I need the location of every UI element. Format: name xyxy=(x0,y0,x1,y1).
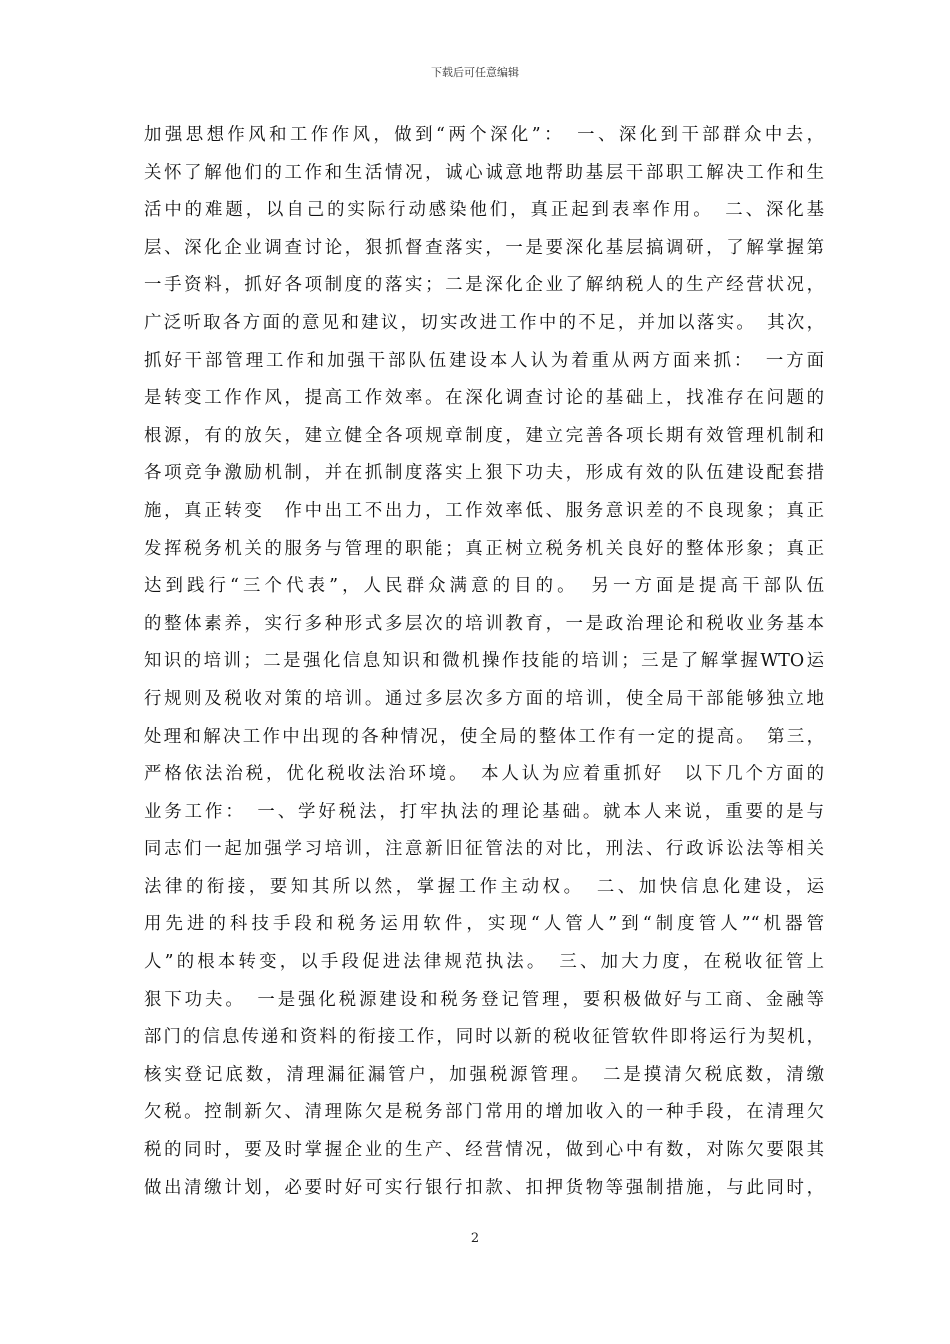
text-line: 广泛听取各方面的意见和建议，切实改进工作中的不足，并加以落实。 其次， xyxy=(144,312,824,333)
text-line: 各项竞争激励机制，并在抓制度落实上狠下功夫，形成有效的队伍建设配套措 xyxy=(144,463,824,484)
text-line: 人”的根本转变，以手段促进法律规范执法。 三、加大力度，在税收征管上 xyxy=(144,952,824,973)
text-line: 核实登记底数，清理漏征漏管户，加强税源管理。 二是摸清欠税底数，清缴 xyxy=(144,1064,824,1085)
text-line: 施，真正转变 作中出工不出力，工作效率低、服务意识差的不良现象；真正 xyxy=(144,500,824,521)
text-line: 行规则及税收对策的培训。通过多层次多方面的培训，使全局干部能够独立地 xyxy=(144,688,824,709)
text-line: 业务工作： 一、学好税法，打牢执法的理论基础。就本人来说，重要的是与 xyxy=(144,801,824,822)
text-line: 的整体素养，实行多种形式多层次的培训教育，一是政治理论和税收业务基本 xyxy=(144,613,824,634)
text-line: 是转变工作作风，提高工作效率。在深化调查讨论的基础上，找准存在问题的 xyxy=(144,388,824,409)
text-line: 处理和解决工作中出现的各种情况，使全局的整体工作有一定的提高。 第三， xyxy=(144,726,824,747)
text-line: 层、深化企业调查讨论，狠抓督查落实，一是要深化基层搞调研，了解掌握第 xyxy=(144,237,824,258)
text-line: 法律的衔接，要知其所以然，掌握工作主动权。 二、加快信息化建设，运 xyxy=(144,876,824,897)
text-line: 根源，有的放矢，建立健全各项规章制度，建立完善各项长期有效管理机制和 xyxy=(144,425,824,446)
text-line: 同志们一起加强学习培训，注意新旧征管法的对比，刑法、行政诉讼法等相关 xyxy=(144,839,824,860)
text-line: 发挥税务机关的服务与管理的职能；真正树立税务机关良好的整体形象；真正 xyxy=(144,538,824,559)
text-line: 狠下功夫。 一是强化税源建设和税务登记管理，要积极做好与工商、金融等 xyxy=(144,989,824,1010)
text-line: 抓好干部管理工作和加强干部队伍建设本人认为着重从两方面来抓： 一方面 xyxy=(144,350,824,371)
text-line: 税的同时，要及时掌握企业的生产、经营情况，做到心中有数，对陈欠要限其 xyxy=(144,1140,824,1161)
text-line: 关怀了解他们的工作和生活情况，诚心诚意地帮助基层干部职工解决工作和生 xyxy=(144,162,824,183)
text-line: 部门的信息传递和资料的衔接工作，同时以新的税收征管软件即将运行为契机， xyxy=(144,1027,824,1048)
text-line: 活中的难题，以自己的实际行动感染他们，真正起到表率作用。 二、深化基 xyxy=(144,200,824,221)
text-line: 加强思想作风和工作作风，做到“两个深化”： 一、深化到干部群众中去， xyxy=(144,125,824,145)
page-header: 下载后可任意编辑 xyxy=(431,66,519,79)
body-text xyxy=(144,117,824,1207)
text-line: 做出清缴计划，必要时好可实行银行扣款、扣押货物等强制措施，与此同时， xyxy=(144,1177,824,1198)
text-line: 知识的培训；二是强化信息知识和微机操作技能的培训；三是了解掌握WTO运 xyxy=(144,651,824,672)
page-number: 2 xyxy=(470,1231,480,1246)
text-line: 严格依法治税，优化税收法治环境。 本人认为应着重抓好 以下几个方面的 xyxy=(144,764,824,785)
text-line: 一手资料，抓好各项制度的落实；二是深化企业了解纳税人的生产经营状况， xyxy=(144,275,824,296)
text-line: 达到践行“三个代表”，人民群众满意的目的。 另一方面是提高干部队伍 xyxy=(144,576,824,597)
text-line: 欠税。控制新欠、清理陈欠是税务部门常用的增加收入的一种手段，在清理欠 xyxy=(144,1102,824,1123)
text-line: 用先进的科技手段和税务运用软件，实现“人管人”到“制度管人”“机器管 xyxy=(144,914,824,935)
